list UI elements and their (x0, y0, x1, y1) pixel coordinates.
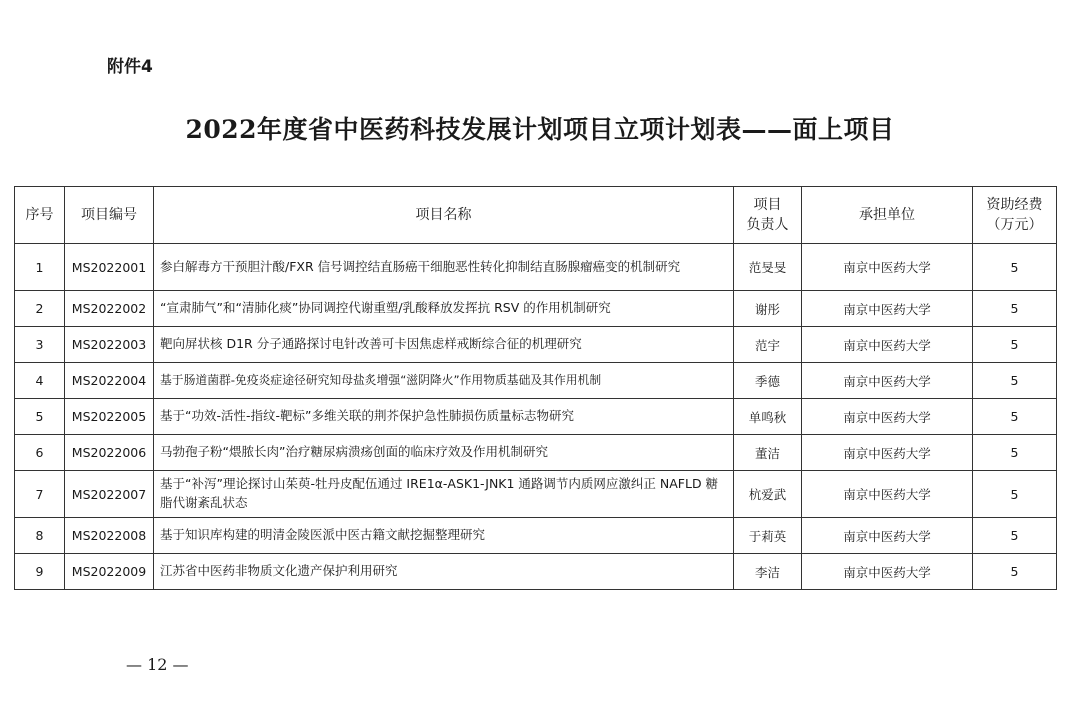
cell-leader: 李洁 (734, 554, 802, 590)
table-row (15, 327, 1057, 363)
cell-funding: 5 (973, 327, 1057, 363)
cell-code: MS2022001 (65, 244, 154, 291)
cell-name: 靶向屏状核 D1R 分子通路探讨电针改善可卡因焦虑样戒断综合征的机理研究 (154, 327, 734, 363)
table-row (15, 435, 1057, 471)
cell-seq: 8 (15, 518, 65, 554)
cell-unit: 南京中医药大学 (802, 363, 973, 399)
cell-unit: 南京中医药大学 (802, 554, 973, 590)
cell-seq: 3 (15, 327, 65, 363)
cell-code: MS2022003 (65, 327, 154, 363)
cell-leader: 董洁 (734, 435, 802, 471)
cell-unit: 南京中医药大学 (802, 244, 973, 291)
table-row (15, 554, 1057, 590)
header-funding-line2: （万元） (986, 217, 1043, 233)
cell-code: MS2022006 (65, 435, 154, 471)
cell-name: “宣肃肺气”和“清肺化痰”协同调控代谢重塑/乳酸释放发挥抗 RSV 的作用机制研究 (154, 291, 734, 327)
cell-unit: 南京中医药大学 (802, 399, 973, 435)
cell-funding: 5 (973, 291, 1057, 327)
table-row (15, 399, 1057, 435)
cell-unit: 南京中医药大学 (802, 471, 973, 518)
header-code: 项目编号 (65, 187, 154, 244)
cell-funding: 5 (973, 244, 1057, 291)
cell-leader: 杭爱武 (734, 471, 802, 518)
cell-leader: 谢彤 (734, 291, 802, 327)
cell-name: 马勃孢子粉“煨脓长肉”治疗糖尿病溃疡创面的临床疗效及作用机制研究 (154, 435, 734, 471)
header-leader-line1: 项目 (753, 196, 782, 213)
cell-code: MS2022007 (65, 471, 154, 518)
table-header-row (15, 187, 1057, 244)
cell-code: MS2022002 (65, 291, 154, 327)
table-row (15, 291, 1057, 327)
cell-funding: 5 (973, 554, 1057, 590)
cell-seq: 9 (15, 554, 65, 590)
cell-unit: 南京中医药大学 (802, 435, 973, 471)
project-table (14, 186, 1057, 590)
table-row (15, 518, 1057, 554)
cell-seq: 2 (15, 291, 65, 327)
table-row (15, 471, 1057, 518)
cell-funding: 5 (973, 518, 1057, 554)
header-name: 项目名称 (154, 187, 734, 244)
cell-code: MS2022005 (65, 399, 154, 435)
cell-code: MS2022008 (65, 518, 154, 554)
attachment-label: 附件4 (107, 57, 153, 77)
cell-leader: 范宇 (734, 327, 802, 363)
cell-seq: 1 (15, 244, 65, 291)
cell-seq: 6 (15, 435, 65, 471)
cell-leader: 单鸣秋 (734, 399, 802, 435)
header-seq: 序号 (15, 187, 65, 244)
header-leader (734, 187, 802, 244)
cell-leader: 于莉英 (734, 518, 802, 554)
cell-funding: 5 (973, 471, 1057, 518)
table-row (15, 363, 1057, 399)
header-funding-line1: 资助经费 (986, 196, 1043, 213)
cell-code: MS2022004 (65, 363, 154, 399)
cell-name: 基于“功效-活性-指纹-靶标”多维关联的荆芥保护急性肺损伤质量标志物研究 (154, 399, 734, 435)
cell-seq: 5 (15, 399, 65, 435)
header-leader-line2: 负责人 (746, 217, 789, 233)
cell-name: 参白解毒方干预胆汁酸/FXR 信号调控结直肠癌干细胞恶性转化抑制结直肠腺瘤癌变的机制研究 (154, 244, 734, 291)
page-number: — 12 — (126, 655, 189, 674)
cell-funding: 5 (973, 399, 1057, 435)
cell-unit: 南京中医药大学 (802, 291, 973, 327)
cell-name: 基于知识库构建的明清金陵医派中医古籍文献挖掘整理研究 (154, 518, 734, 554)
cell-unit: 南京中医药大学 (802, 327, 973, 363)
cell-seq: 4 (15, 363, 65, 399)
cell-funding: 5 (973, 363, 1057, 399)
page-title: 2022年度省中医药科技发展计划项目立项计划表——面上项目 (185, 115, 895, 144)
cell-code: MS2022009 (65, 554, 154, 590)
cell-leader: 范旻旻 (734, 244, 802, 291)
cell-name: 江苏省中医药非物质文化遗产保护利用研究 (154, 554, 734, 590)
table-row (15, 244, 1057, 291)
cell-name: 基于“补泻”理论探讨山茱萸-牡丹皮配伍通过 IRE1α-ASK1-JNK1 通路调节内质网应激纠正 NAFLD 糖脂代谢紊乱状态 (154, 471, 734, 518)
cell-name: 基于肠道菌群-免疫炎症途径研究知母盐炙增强“滋阴降火”作用物质基础及其作用机制 (154, 363, 734, 399)
cell-leader: 季德 (734, 363, 802, 399)
cell-unit: 南京中医药大学 (802, 518, 973, 554)
cell-seq: 7 (15, 471, 65, 518)
header-funding (973, 187, 1057, 244)
header-unit: 承担单位 (802, 187, 973, 244)
cell-funding: 5 (973, 435, 1057, 471)
